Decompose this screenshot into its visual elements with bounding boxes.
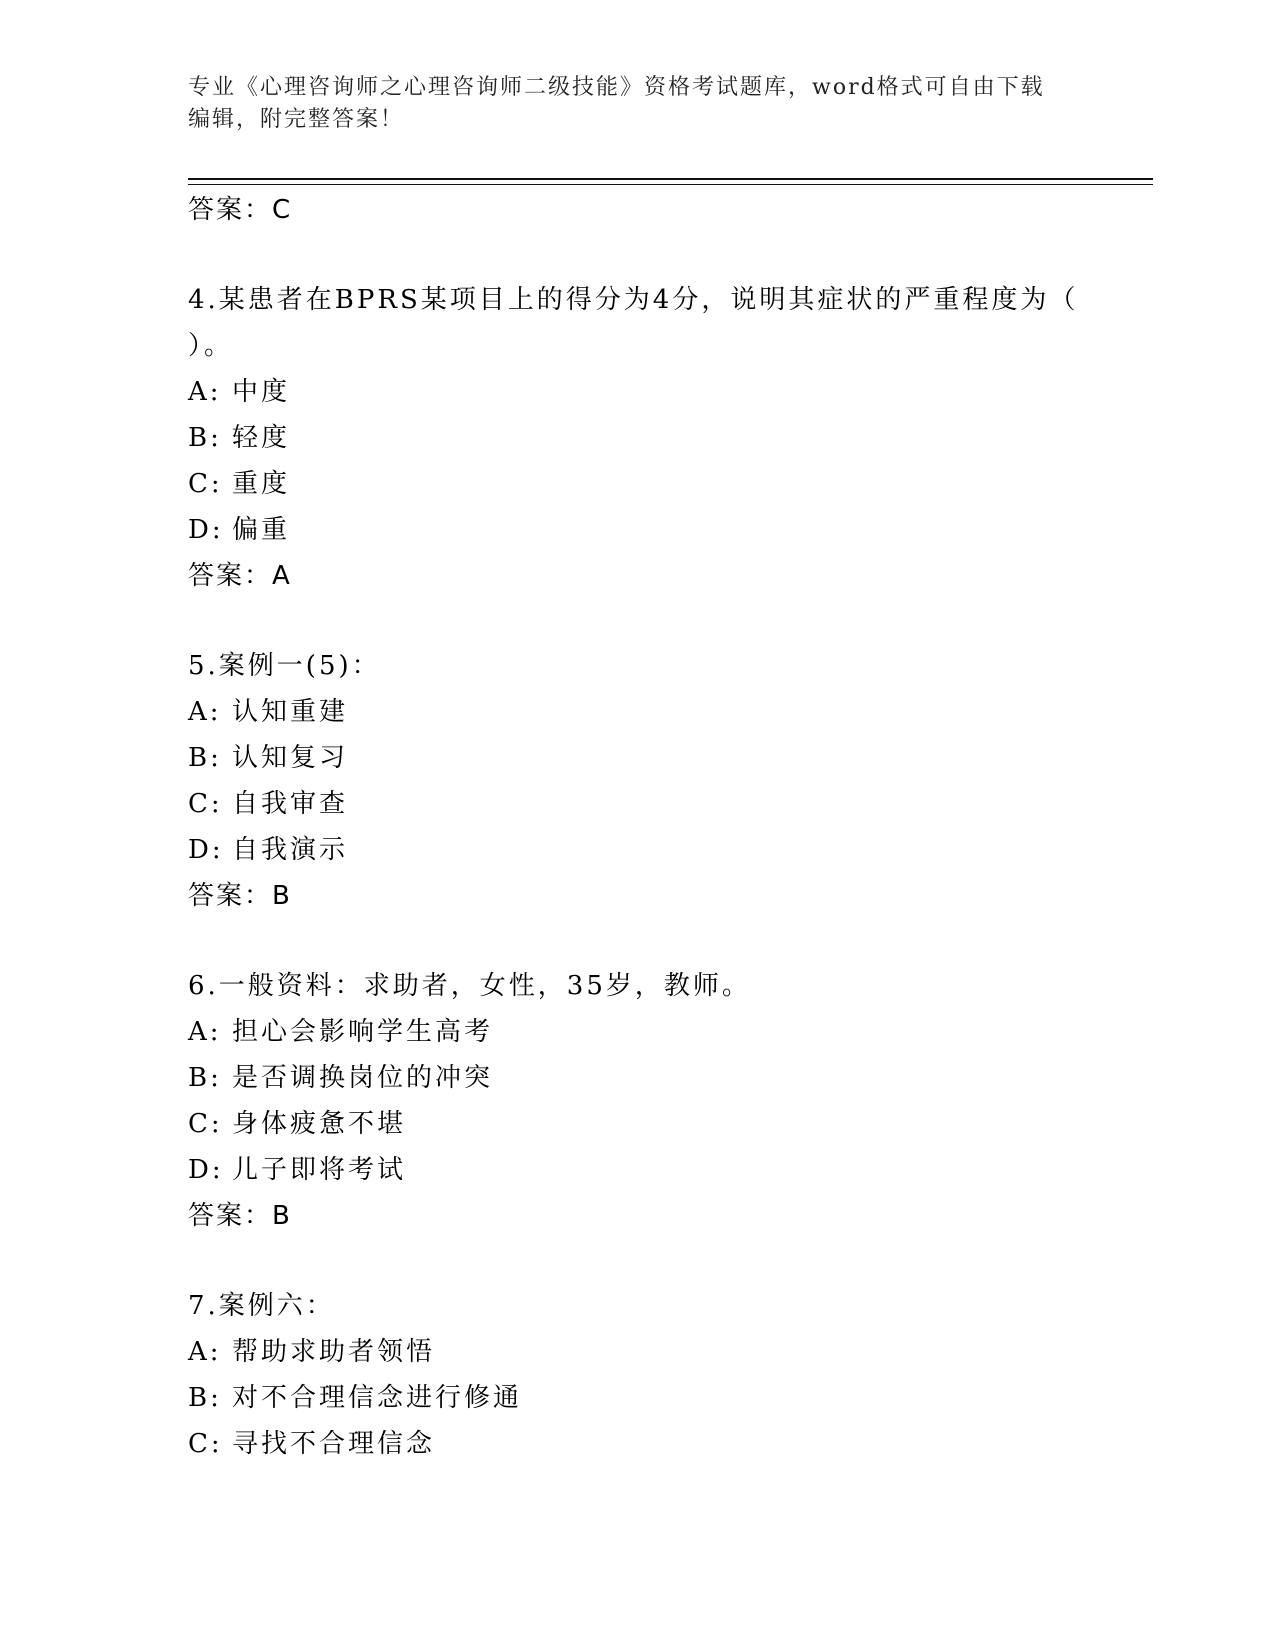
header-line-2: 编辑，附完整答案！: [188, 107, 405, 132]
question-text: 6.一般资料：求助者，女性，35岁，教师。: [188, 971, 751, 1001]
option-text: 帮助求助者领悟: [232, 1337, 436, 1367]
option-letter: B:: [188, 423, 222, 453]
question-list: [188, 187, 1088, 1467]
option-text: 儿子即将考试: [232, 1155, 407, 1185]
option-letter: B:: [188, 1383, 222, 1413]
option-text: 担心会影响学生高考: [232, 1017, 494, 1047]
option-text: 自我审查: [232, 789, 349, 819]
header-line-1: 专业《心理咨询师之心理咨询师二级技能》资格考试题库，word格式可自由下载: [188, 75, 1045, 100]
option-a: [188, 1329, 1088, 1375]
option-a: [188, 1009, 1088, 1055]
question-text: 7.案例六：: [188, 1291, 335, 1321]
option-c: [188, 781, 1088, 827]
option-c: [188, 461, 1088, 507]
header-divider-thin: [188, 184, 1153, 185]
header-divider-thick: [188, 178, 1153, 180]
option-text: 偏重: [232, 515, 291, 545]
option-letter: C:: [188, 1109, 223, 1139]
option-text: 重度: [232, 469, 291, 499]
option-letter: D:: [188, 1155, 224, 1185]
option-text: 认知复习: [232, 743, 349, 773]
answer-line: 答案：A: [188, 561, 292, 591]
option-b: [188, 1055, 1088, 1101]
option-d: [188, 1147, 1088, 1193]
question-7: [188, 1283, 1088, 1467]
option-text: 中度: [232, 377, 291, 407]
option-letter: B:: [188, 1063, 222, 1093]
option-letter: D:: [188, 835, 224, 865]
question-text: 4.某患者在BPRS某项目上的得分为4分，说明其症状的严重程度为（: [188, 285, 1079, 315]
option-b: [188, 735, 1088, 781]
question-5: [188, 643, 1088, 919]
answer-line: 答案：B: [188, 881, 292, 911]
answer-line: 答案：B: [188, 1201, 292, 1231]
option-letter: C:: [188, 1429, 223, 1459]
option-text: 寻找不合理信念: [232, 1429, 436, 1459]
option-text: 自我演示: [232, 835, 349, 865]
option-letter: B:: [188, 743, 222, 773]
option-text: 身体疲惫不堪: [232, 1109, 407, 1139]
option-letter: A:: [188, 377, 222, 407]
option-d: [188, 827, 1088, 873]
question-4: [188, 277, 1088, 599]
option-c: [188, 1421, 1088, 1467]
option-text: 是否调换岗位的冲突: [232, 1063, 494, 1093]
option-letter: C:: [188, 789, 223, 819]
option-b: [188, 415, 1088, 461]
option-d: [188, 507, 1088, 553]
question-text: 5.案例一(5)：: [188, 651, 381, 681]
question-text-continued: ）。: [188, 331, 234, 361]
option-text: 对不合理信念进行修通: [232, 1383, 523, 1413]
option-letter: A:: [188, 697, 222, 727]
option-c: [188, 1101, 1088, 1147]
option-letter: A:: [188, 1337, 222, 1367]
document-header: [188, 72, 1088, 136]
option-letter: D:: [188, 515, 224, 545]
option-text: 轻度: [232, 423, 291, 453]
option-letter: C:: [188, 469, 223, 499]
previous-answer: 答案：C: [188, 195, 293, 225]
option-a: [188, 369, 1088, 415]
option-a: [188, 689, 1088, 735]
option-b: [188, 1375, 1088, 1421]
option-letter: A:: [188, 1017, 222, 1047]
option-text: 认知重建: [232, 697, 349, 727]
question-6: [188, 963, 1088, 1239]
